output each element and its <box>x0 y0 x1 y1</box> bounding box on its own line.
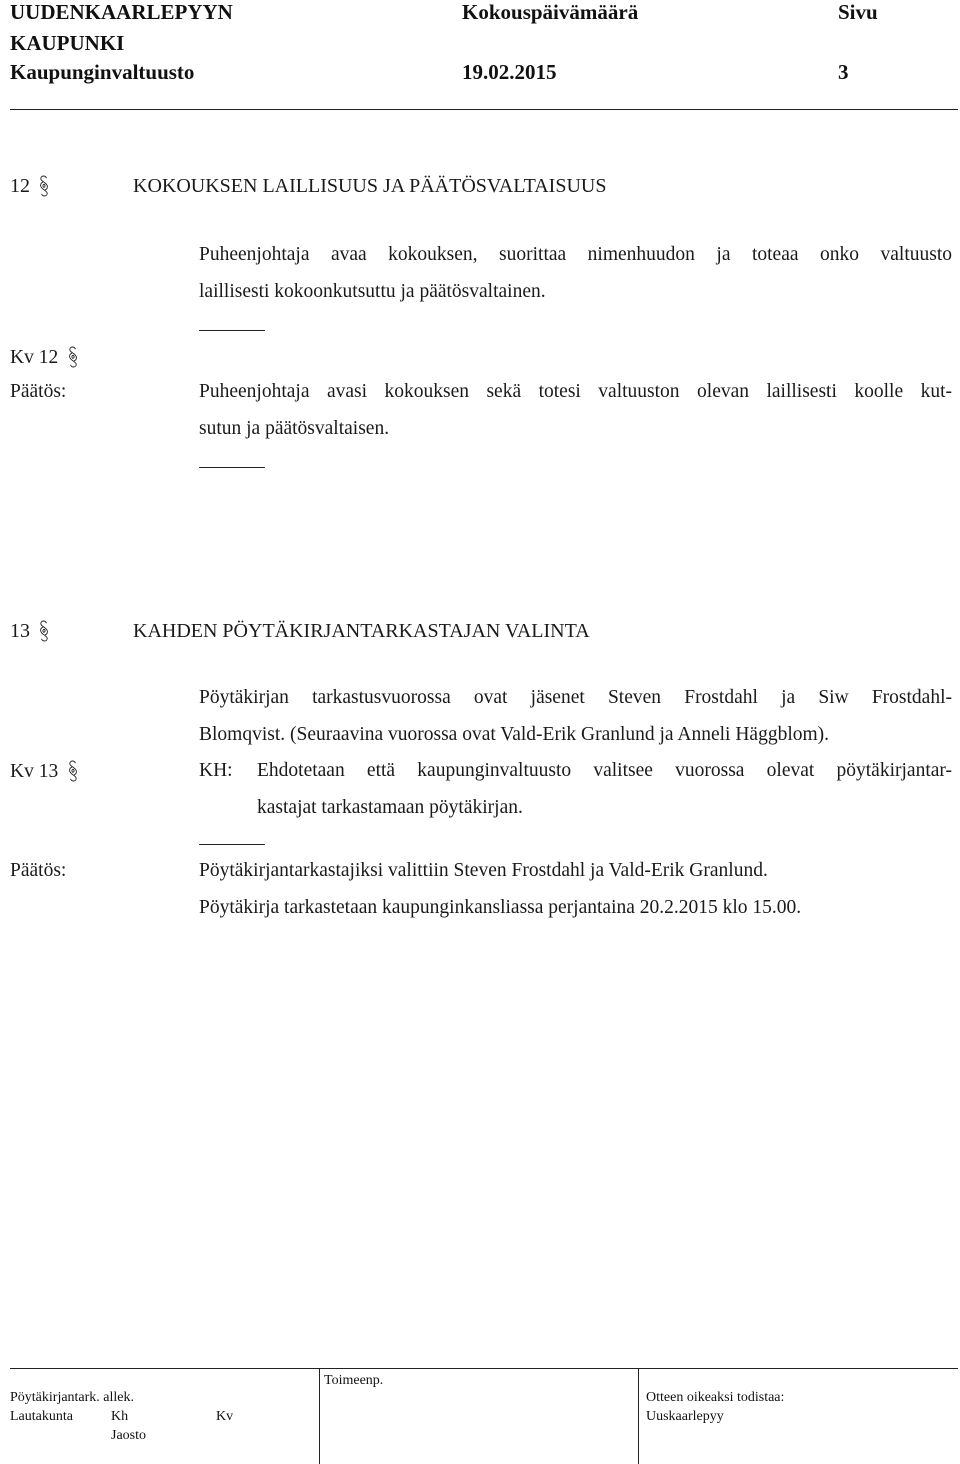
footer-divider <box>10 1368 958 1369</box>
kv-label: Kv 13 <box>10 761 59 782</box>
section-sign-icon <box>68 760 78 782</box>
org-name-line1: UUDENKAARLEPYYN <box>10 0 233 24</box>
section-sign-icon <box>68 346 78 368</box>
section-title: KAHDEN PÖYTÄKIRJANTARKASTAJAN VALINTA <box>133 620 590 642</box>
header-divider <box>10 109 958 110</box>
kv-reference-12 <box>10 346 78 369</box>
decision-label: Päätös: <box>10 860 67 881</box>
footer-column-divider <box>638 1368 639 1464</box>
section-heading-13 <box>10 620 49 643</box>
section-number: 12 <box>10 175 30 197</box>
section-sign-icon <box>39 175 49 197</box>
kv-reference-13 <box>10 760 78 783</box>
kh-label: KH: <box>199 760 233 781</box>
page-label: Sivu <box>838 0 878 24</box>
footer-column-divider <box>319 1368 320 1464</box>
short-divider <box>199 844 265 845</box>
inspection-text-line: Blomqvist. (Seuraavina vuorossa ovat Vald-Erik Granlund ja Anneli Häggblom). <box>199 724 830 745</box>
short-divider <box>199 330 265 331</box>
footer-kv-label: Kv <box>216 1409 234 1424</box>
proposal-text-line: Puheenjohtaja avaa kokouksen, suorittaa nimenhuudon ja toteaa onko valtuusto <box>199 244 952 265</box>
section-title: KOKOUKSEN LAILLISUUS JA PÄÄTÖSVALTAISUUS <box>133 175 607 197</box>
decision-text-line: Puheenjohtaja avasi kokouksen sekä totesi valtuuston olevan laillisesti koolle kut- <box>199 381 952 402</box>
footer-certified-label: Otteen oikeaksi todistaa: <box>646 1390 785 1405</box>
decision-text-line: Pöytäkirja tarkastetaan kaupunginkansliassa perjantaina 20.2.2015 klo 15.00. <box>199 897 802 918</box>
footer-board-label: Lautakunta <box>10 1409 73 1424</box>
body-name: Kaupunginvaltuusto <box>10 60 195 84</box>
inspection-text-line: Pöytäkirjan tarkastusvuorossa ovat jäsenet Steven Frostdahl ja Siw Frostdahl- <box>199 687 952 708</box>
kh-proposal-line: kastajat tarkastamaan pöytäkirjan. <box>257 797 523 818</box>
section-number: 13 <box>10 620 30 642</box>
org-name-line2: KAUPUNKI <box>10 31 125 55</box>
footer-town-label: Uuskaarlepyy <box>646 1409 724 1424</box>
decision-text-line: sutun ja päätösvaltaisen. <box>199 418 390 439</box>
footer-kh-label: Kh <box>111 1409 129 1424</box>
page-number: 3 <box>838 60 849 84</box>
footer-division-label: Jaosto <box>111 1428 146 1443</box>
meeting-date: 19.02.2015 <box>462 60 557 84</box>
decision-label: Päätös: <box>10 381 67 402</box>
footer-action-label: Toimeenp. <box>324 1373 384 1388</box>
section-heading-12 <box>10 175 49 198</box>
kh-proposal-line: Ehdotetaan että kaupunginvaltuusto valitsee vuorossa olevat pöytäkirjantar- <box>257 760 952 781</box>
short-divider <box>199 467 265 468</box>
kv-label: Kv 12 <box>10 347 59 368</box>
date-label: Kokouspäivämäärä <box>462 0 639 24</box>
proposal-text-line: laillisesti kokoonkutsuttu ja päätösvaltainen. <box>199 281 546 302</box>
section-sign-icon <box>39 620 49 642</box>
footer-signatures-label: Pöytäkirjantark. allek. <box>10 1390 135 1405</box>
decision-text-line: Pöytäkirjantarkastajiksi valittiin Steven Frostdahl ja Vald-Erik Granlund. <box>199 860 768 881</box>
